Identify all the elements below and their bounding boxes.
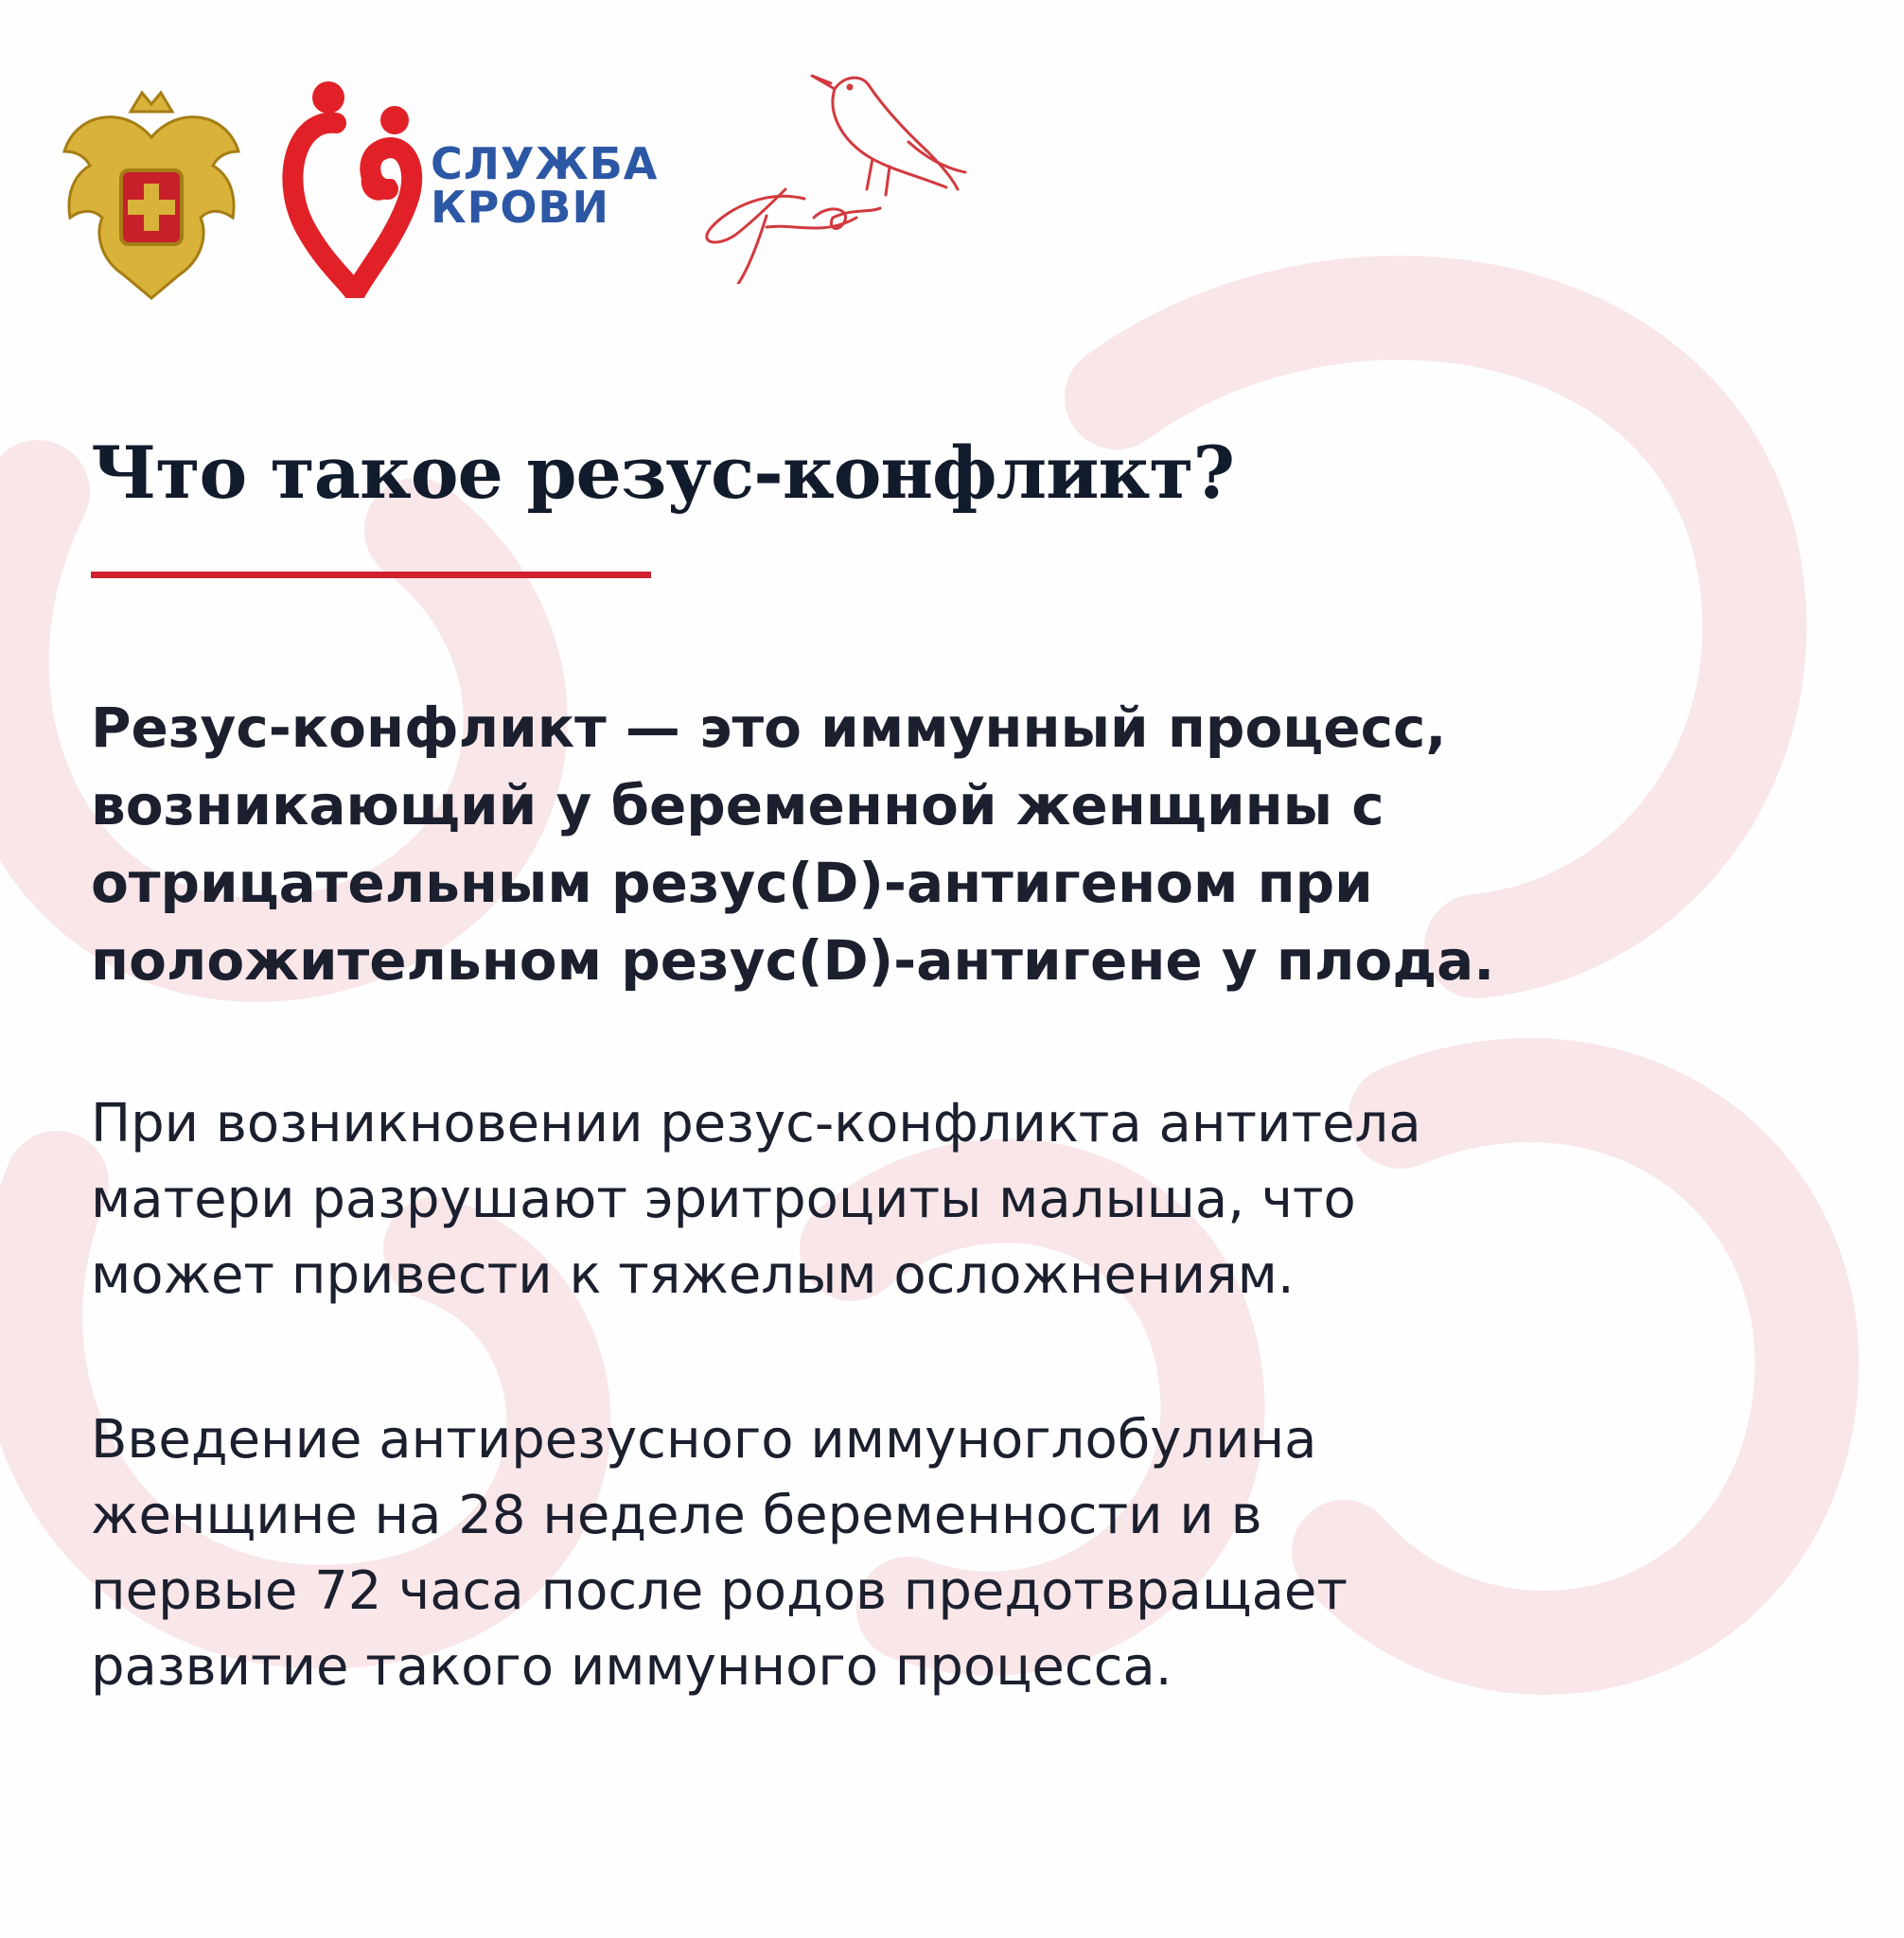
prevention-paragraph: Введение антирезусного иммуноглобулина женщине на 28 неделе беременности и в первые 72 часа после родов предотвращает развитие такого иммунного процесса. xyxy=(91,1409,1348,1698)
page-title: Что такое резус-конфликт? xyxy=(91,431,1235,515)
brand-line-2: КРОВИ xyxy=(431,182,609,233)
brand-line-1: СЛУЖБА xyxy=(431,138,659,189)
title-underline xyxy=(91,572,651,578)
consequence-paragraph: При возникновении резус-конфликта антитела матери разрушают эритроциты малыша, что может привести к тяжелым осложнениям. xyxy=(91,1093,1421,1306)
header-logos xyxy=(57,47,946,303)
definition-paragraph: Резус-конфликт — это иммунный процесс, возникающий у беременной женщины с отрицательным резус(D)-антигеном при положительном резус(D)-антигене у плода. xyxy=(91,696,1495,993)
russian-emblem-icon xyxy=(57,85,246,303)
nightingale-icon xyxy=(625,47,975,284)
